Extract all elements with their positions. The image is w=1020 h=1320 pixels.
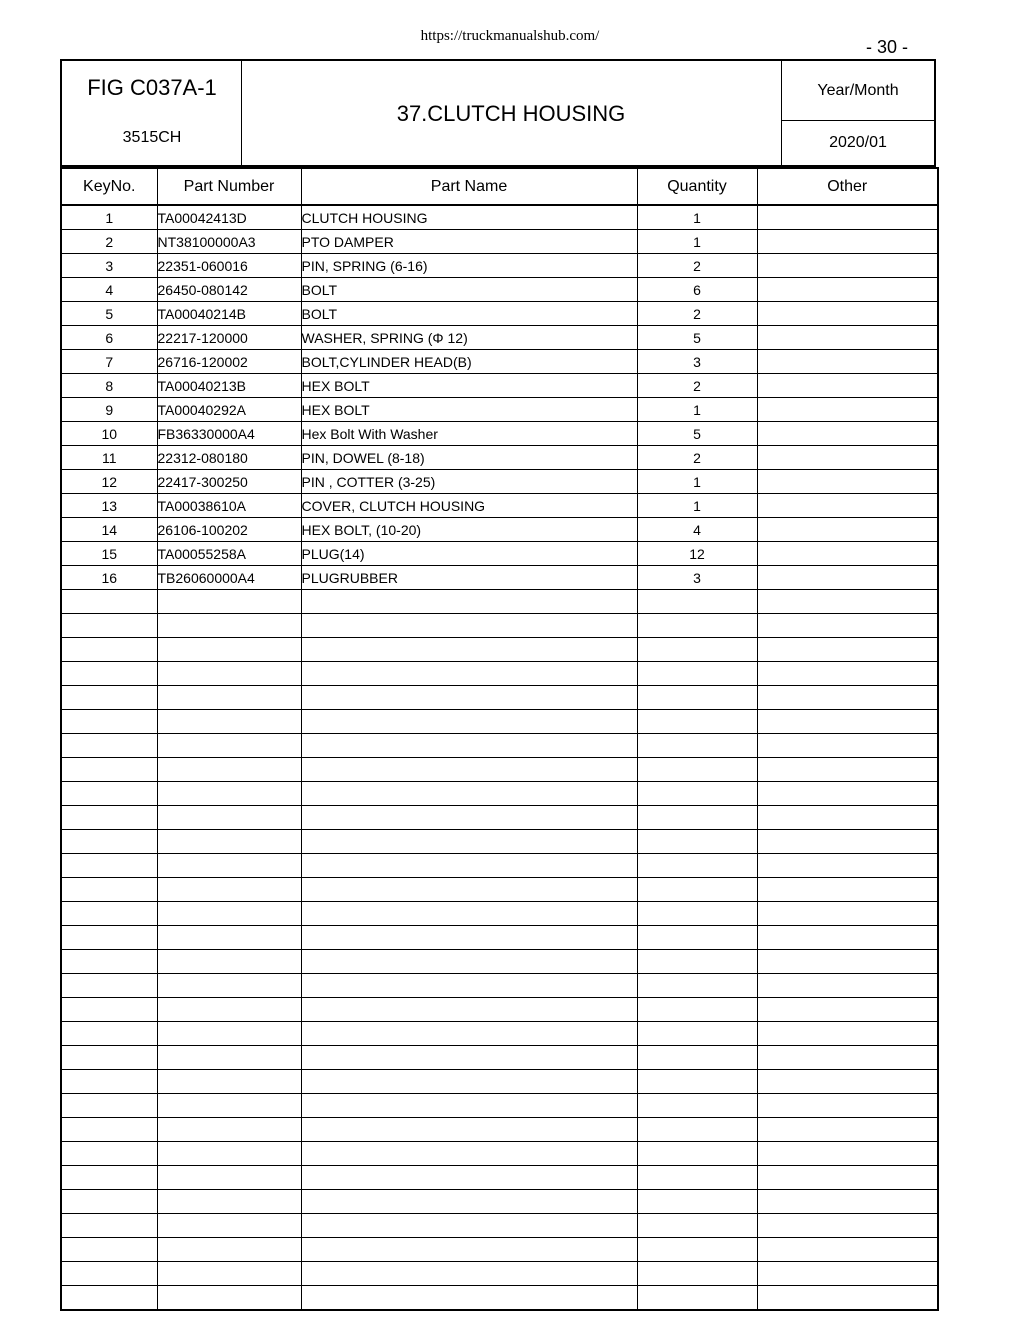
table-row xyxy=(61,1094,938,1118)
part-number-cell xyxy=(157,782,301,806)
part-name-cell xyxy=(301,1286,637,1311)
part-number-cell xyxy=(157,1046,301,1070)
part-number-cell xyxy=(157,854,301,878)
key-number-cell xyxy=(61,662,157,686)
other-cell xyxy=(757,1166,938,1190)
key-number-cell xyxy=(61,1022,157,1046)
quantity-cell: 1 xyxy=(637,470,757,494)
column-header-part-number: Part Number xyxy=(157,168,301,205)
part-name-cell: BOLT,CYLINDER HEAD(B) xyxy=(301,350,637,374)
quantity-cell xyxy=(637,998,757,1022)
part-name-cell: HEX BOLT xyxy=(301,374,637,398)
quantity-cell: 12 xyxy=(637,542,757,566)
title-cell xyxy=(242,61,782,165)
part-number-cell xyxy=(157,1214,301,1238)
key-number-cell xyxy=(61,734,157,758)
part-name-cell xyxy=(301,782,637,806)
quantity-cell: 4 xyxy=(637,518,757,542)
other-cell xyxy=(757,614,938,638)
quantity-cell: 5 xyxy=(637,326,757,350)
column-header-part-name: Part Name xyxy=(301,168,637,205)
part-number-cell: 22217-120000 xyxy=(157,326,301,350)
table-row xyxy=(61,302,938,326)
column-header-keyno: KeyNo. xyxy=(61,168,157,205)
quantity-cell xyxy=(637,806,757,830)
model-code: 3515CH xyxy=(122,129,182,146)
table-row xyxy=(61,1046,938,1070)
table-row xyxy=(61,398,938,422)
table-row xyxy=(61,542,938,566)
part-number-cell: 22312-080180 xyxy=(157,446,301,470)
part-name-cell: CLUTCH HOUSING xyxy=(301,205,637,230)
part-number-cell: NT38100000A3 xyxy=(157,230,301,254)
quantity-cell xyxy=(637,638,757,662)
figure-code: FIG C037A-1 xyxy=(87,75,217,100)
table-row xyxy=(61,254,938,278)
part-number-cell: 26716-120002 xyxy=(157,350,301,374)
table-row xyxy=(61,446,938,470)
other-cell xyxy=(757,830,938,854)
table-row xyxy=(61,1190,938,1214)
other-cell xyxy=(757,662,938,686)
table-row xyxy=(61,470,938,494)
other-cell xyxy=(757,1262,938,1286)
table-row xyxy=(61,326,938,350)
part-name-cell xyxy=(301,1070,637,1094)
table-row xyxy=(61,422,938,446)
key-number-cell xyxy=(61,782,157,806)
quantity-cell: 5 xyxy=(637,422,757,446)
quantity-cell xyxy=(637,614,757,638)
key-number-cell xyxy=(61,998,157,1022)
quantity-cell xyxy=(637,590,757,614)
column-header-quantity: Quantity xyxy=(637,168,757,205)
part-name-cell xyxy=(301,878,637,902)
figure-id-cell xyxy=(62,61,242,165)
key-number-cell xyxy=(61,806,157,830)
key-number-cell: 16 xyxy=(61,566,157,590)
part-name-cell xyxy=(301,590,637,614)
table-header-row xyxy=(61,168,938,205)
quantity-cell: 3 xyxy=(637,566,757,590)
part-name-cell xyxy=(301,758,637,782)
quantity-cell xyxy=(637,662,757,686)
part-name-cell xyxy=(301,1190,637,1214)
table-row xyxy=(61,1286,938,1311)
quantity-cell xyxy=(637,926,757,950)
quantity-cell xyxy=(637,1142,757,1166)
table-row xyxy=(61,494,938,518)
quantity-cell xyxy=(637,1190,757,1214)
part-name-cell xyxy=(301,1094,637,1118)
part-number-cell xyxy=(157,758,301,782)
part-name-cell: PIN, DOWEL (8-18) xyxy=(301,446,637,470)
table-row xyxy=(61,974,938,998)
key-number-cell xyxy=(61,950,157,974)
part-number-cell xyxy=(157,950,301,974)
part-number-cell xyxy=(157,902,301,926)
part-number-cell xyxy=(157,1118,301,1142)
other-cell xyxy=(757,1214,938,1238)
other-cell xyxy=(757,734,938,758)
quantity-cell xyxy=(637,734,757,758)
part-name-cell: HEX BOLT, (10-20) xyxy=(301,518,637,542)
other-cell xyxy=(757,230,938,254)
key-number-cell: 14 xyxy=(61,518,157,542)
key-number-cell xyxy=(61,686,157,710)
key-number-cell xyxy=(61,926,157,950)
quantity-cell xyxy=(637,1262,757,1286)
part-name-cell xyxy=(301,926,637,950)
other-cell xyxy=(757,422,938,446)
other-cell xyxy=(757,1286,938,1311)
part-number-cell: TA00038610A xyxy=(157,494,301,518)
other-cell xyxy=(757,638,938,662)
key-number-cell xyxy=(61,974,157,998)
part-name-cell xyxy=(301,638,637,662)
part-number-cell xyxy=(157,1166,301,1190)
part-number-cell xyxy=(157,974,301,998)
part-number-cell: TA00040214B xyxy=(157,302,301,326)
quantity-cell xyxy=(637,1022,757,1046)
part-number-cell xyxy=(157,1070,301,1094)
key-number-cell: 10 xyxy=(61,422,157,446)
part-name-cell xyxy=(301,734,637,758)
key-number-cell xyxy=(61,854,157,878)
part-number-cell: TA00040213B xyxy=(157,374,301,398)
table-row xyxy=(61,1022,938,1046)
table-row xyxy=(61,278,938,302)
parts-table xyxy=(60,167,939,1311)
other-cell xyxy=(757,518,938,542)
part-name-cell xyxy=(301,686,637,710)
key-number-cell: 15 xyxy=(61,542,157,566)
part-number-cell: 26450-080142 xyxy=(157,278,301,302)
parts-table-body xyxy=(61,205,938,1310)
key-number-cell xyxy=(61,1142,157,1166)
figure-header xyxy=(60,59,936,167)
quantity-cell: 1 xyxy=(637,398,757,422)
table-row xyxy=(61,854,938,878)
part-number-cell xyxy=(157,710,301,734)
other-cell xyxy=(757,950,938,974)
table-row xyxy=(61,1070,938,1094)
part-number-cell xyxy=(157,806,301,830)
part-name-cell xyxy=(301,830,637,854)
quantity-cell xyxy=(637,1214,757,1238)
part-name-cell xyxy=(301,1262,637,1286)
part-name-cell xyxy=(301,1238,637,1262)
other-cell xyxy=(757,1070,938,1094)
other-cell xyxy=(757,302,938,326)
part-number-cell xyxy=(157,878,301,902)
part-name-cell: PIN, SPRING (6-16) xyxy=(301,254,637,278)
key-number-cell xyxy=(61,1214,157,1238)
table-row xyxy=(61,638,938,662)
other-cell xyxy=(757,1190,938,1214)
quantity-cell xyxy=(637,1046,757,1070)
other-cell xyxy=(757,566,938,590)
key-number-cell: 9 xyxy=(61,398,157,422)
other-cell xyxy=(757,878,938,902)
other-cell xyxy=(757,1094,938,1118)
other-cell xyxy=(757,926,938,950)
quantity-cell: 2 xyxy=(637,446,757,470)
key-number-cell: 4 xyxy=(61,278,157,302)
quantity-cell: 2 xyxy=(637,374,757,398)
other-cell xyxy=(757,806,938,830)
section-title: 37.CLUTCH HOUSING xyxy=(396,101,626,126)
table-row xyxy=(61,614,938,638)
key-number-cell xyxy=(61,1262,157,1286)
part-name-cell: WASHER, SPRING (Φ 12) xyxy=(301,326,637,350)
quantity-cell xyxy=(637,1166,757,1190)
part-number-cell: 22417-300250 xyxy=(157,470,301,494)
column-header-other: Other xyxy=(757,168,938,205)
part-number-cell: TA00042413D xyxy=(157,205,301,230)
page-number: - 30 - xyxy=(866,37,909,57)
table-row xyxy=(61,1118,938,1142)
key-number-cell: 5 xyxy=(61,302,157,326)
part-name-cell xyxy=(301,1142,637,1166)
other-cell xyxy=(757,374,938,398)
part-name-cell: PTO DAMPER xyxy=(301,230,637,254)
other-cell xyxy=(757,1142,938,1166)
other-cell xyxy=(757,710,938,734)
part-number-cell: TB26060000A4 xyxy=(157,566,301,590)
part-number-cell xyxy=(157,1262,301,1286)
table-row xyxy=(61,566,938,590)
part-name-cell: BOLT xyxy=(301,302,637,326)
key-number-cell: 6 xyxy=(61,326,157,350)
part-number-cell xyxy=(157,614,301,638)
table-row xyxy=(61,878,938,902)
key-number-cell: 11 xyxy=(61,446,157,470)
quantity-cell xyxy=(637,830,757,854)
other-cell xyxy=(757,494,938,518)
key-number-cell xyxy=(61,1166,157,1190)
other-cell xyxy=(757,974,938,998)
part-number-cell xyxy=(157,1286,301,1311)
part-name-cell xyxy=(301,710,637,734)
key-number-cell: 13 xyxy=(61,494,157,518)
other-cell xyxy=(757,326,938,350)
table-row xyxy=(61,205,938,230)
key-number-cell xyxy=(61,830,157,854)
quantity-cell: 1 xyxy=(637,494,757,518)
part-name-cell xyxy=(301,806,637,830)
key-number-cell: 3 xyxy=(61,254,157,278)
table-row xyxy=(61,686,938,710)
key-number-cell xyxy=(61,1238,157,1262)
part-number-cell xyxy=(157,1190,301,1214)
part-name-cell xyxy=(301,854,637,878)
table-row xyxy=(61,590,938,614)
other-cell xyxy=(757,854,938,878)
other-cell xyxy=(757,254,938,278)
year-month-label: Year/Month xyxy=(782,61,934,121)
part-name-cell xyxy=(301,1214,637,1238)
table-row xyxy=(61,1238,938,1262)
part-number-cell: 26106-100202 xyxy=(157,518,301,542)
part-number-cell xyxy=(157,830,301,854)
date-cell xyxy=(782,61,934,165)
other-cell xyxy=(757,542,938,566)
quantity-cell xyxy=(637,974,757,998)
part-name-cell xyxy=(301,1166,637,1190)
key-number-cell xyxy=(61,878,157,902)
part-number-cell xyxy=(157,1238,301,1262)
part-number-cell xyxy=(157,926,301,950)
part-number-cell: TA00040292A xyxy=(157,398,301,422)
part-name-cell: Hex Bolt With Washer xyxy=(301,422,637,446)
key-number-cell xyxy=(61,902,157,926)
other-cell xyxy=(757,1238,938,1262)
part-number-cell xyxy=(157,590,301,614)
table-row xyxy=(61,902,938,926)
other-cell xyxy=(757,1046,938,1070)
table-row xyxy=(61,806,938,830)
quantity-cell xyxy=(637,902,757,926)
part-name-cell: PLUGRUBBER xyxy=(301,566,637,590)
part-name-cell: COVER, CLUTCH HOUSING xyxy=(301,494,637,518)
table-row xyxy=(61,1142,938,1166)
other-cell xyxy=(757,446,938,470)
other-cell xyxy=(757,782,938,806)
key-number-cell xyxy=(61,638,157,662)
other-cell xyxy=(757,758,938,782)
quantity-cell xyxy=(637,782,757,806)
table-row xyxy=(61,230,938,254)
part-name-cell xyxy=(301,1046,637,1070)
part-number-cell xyxy=(157,686,301,710)
part-name-cell: PLUG(14) xyxy=(301,542,637,566)
quantity-cell: 6 xyxy=(637,278,757,302)
table-row xyxy=(61,518,938,542)
key-number-cell xyxy=(61,710,157,734)
quantity-cell xyxy=(637,758,757,782)
key-number-cell: 7 xyxy=(61,350,157,374)
source-url[interactable]: https://truckmanualshub.com/ xyxy=(420,28,600,44)
part-number-cell xyxy=(157,1094,301,1118)
part-name-cell xyxy=(301,614,637,638)
key-number-cell xyxy=(61,758,157,782)
part-number-cell: 22351-060016 xyxy=(157,254,301,278)
quantity-cell xyxy=(637,1118,757,1142)
table-row xyxy=(61,374,938,398)
table-row xyxy=(61,710,938,734)
other-cell xyxy=(757,205,938,230)
part-name-cell xyxy=(301,902,637,926)
table-row xyxy=(61,662,938,686)
quantity-cell: 1 xyxy=(637,230,757,254)
other-cell xyxy=(757,998,938,1022)
table-row xyxy=(61,782,938,806)
table-row xyxy=(61,1166,938,1190)
key-number-cell xyxy=(61,614,157,638)
table-row xyxy=(61,830,938,854)
part-name-cell xyxy=(301,950,637,974)
part-name-cell xyxy=(301,1022,637,1046)
other-cell xyxy=(757,1022,938,1046)
key-number-cell xyxy=(61,1286,157,1311)
other-cell xyxy=(757,350,938,374)
key-number-cell: 12 xyxy=(61,470,157,494)
table-row xyxy=(61,1214,938,1238)
part-name-cell xyxy=(301,662,637,686)
quantity-cell: 2 xyxy=(637,302,757,326)
other-cell xyxy=(757,470,938,494)
key-number-cell xyxy=(61,1190,157,1214)
part-number-cell xyxy=(157,638,301,662)
quantity-cell xyxy=(637,878,757,902)
quantity-cell xyxy=(637,1070,757,1094)
table-row xyxy=(61,998,938,1022)
quantity-cell xyxy=(637,1094,757,1118)
part-name-cell: BOLT xyxy=(301,278,637,302)
table-row xyxy=(61,758,938,782)
part-number-cell xyxy=(157,998,301,1022)
key-number-cell xyxy=(61,1046,157,1070)
key-number-cell xyxy=(61,1094,157,1118)
quantity-cell xyxy=(637,1238,757,1262)
quantity-cell xyxy=(637,854,757,878)
year-month-value: 2020/01 xyxy=(829,134,887,151)
part-number-cell: TA00055258A xyxy=(157,542,301,566)
part-name-cell: HEX BOLT xyxy=(301,398,637,422)
other-cell xyxy=(757,398,938,422)
quantity-cell: 3 xyxy=(637,350,757,374)
table-row xyxy=(61,1262,938,1286)
table-row xyxy=(61,950,938,974)
key-number-cell: 1 xyxy=(61,205,157,230)
quantity-cell xyxy=(637,1286,757,1311)
key-number-cell xyxy=(61,590,157,614)
key-number-cell xyxy=(61,1118,157,1142)
other-cell xyxy=(757,686,938,710)
key-number-cell: 2 xyxy=(61,230,157,254)
part-number-cell xyxy=(157,662,301,686)
part-number-cell xyxy=(157,1022,301,1046)
quantity-cell: 1 xyxy=(637,205,757,230)
table-row xyxy=(61,734,938,758)
part-number-cell xyxy=(157,1142,301,1166)
table-row xyxy=(61,350,938,374)
quantity-cell: 2 xyxy=(637,254,757,278)
key-number-cell: 8 xyxy=(61,374,157,398)
quantity-cell xyxy=(637,950,757,974)
other-cell xyxy=(757,902,938,926)
part-number-cell: FB36330000A4 xyxy=(157,422,301,446)
other-cell xyxy=(757,590,938,614)
part-name-cell xyxy=(301,1118,637,1142)
table-row xyxy=(61,926,938,950)
other-cell xyxy=(757,1118,938,1142)
part-number-cell xyxy=(157,734,301,758)
part-name-cell xyxy=(301,974,637,998)
part-name-cell xyxy=(301,998,637,1022)
key-number-cell xyxy=(61,1070,157,1094)
part-name-cell: PIN , COTTER (3-25) xyxy=(301,470,637,494)
quantity-cell xyxy=(637,686,757,710)
other-cell xyxy=(757,278,938,302)
quantity-cell xyxy=(637,710,757,734)
